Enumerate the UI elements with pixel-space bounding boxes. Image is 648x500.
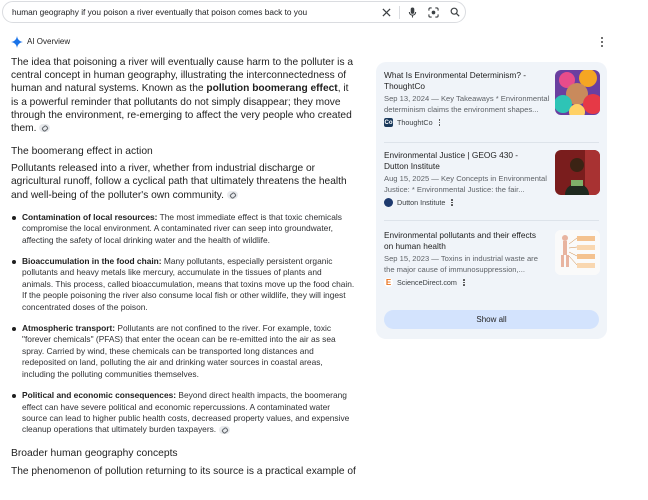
more-options-icon[interactable] (451, 199, 453, 206)
source-card[interactable] (384, 70, 600, 127)
concepts-paragraph: The phenomenon of pollution returning to its source is a practical example of (11, 465, 356, 477)
section-heading: The boomerang effect in action (11, 146, 153, 158)
list-item: Contamination of local resources: The most immediate effect is that toxic chemicals compromise the local environment. A contaminated river can seep into groundwater, affecting the safety of local drinking water and the health of wildlife. (22, 212, 355, 246)
source-snippet: Sep 13, 2024 — Key Takeaways * Environmental (384, 94, 549, 104)
show-all-button[interactable]: Show all (384, 310, 599, 329)
link-icon[interactable] (219, 426, 230, 434)
close-icon[interactable] (376, 2, 397, 22)
divider (384, 142, 599, 143)
link-icon[interactable] (227, 191, 238, 199)
dutton-favicon-icon (384, 198, 393, 207)
list-item: Bioaccumulation in the food chain: Many pollutants, especially persistent organic pollutants and heavy metals like mercury, accumulate in the tissues of plants and animals. This process, called bioaccumulation, means that toxins move up the food chain. If the people poisoning the river also consume local fish or other wildlife, they will ingest concentrated doses of the poison. (22, 256, 355, 313)
search-icon[interactable] (444, 2, 465, 22)
search-actions (376, 2, 465, 22)
source-title[interactable]: Environmental Justice | GEOG 430 - Dutton Institute (384, 150, 519, 171)
thoughtco-favicon-icon: Co (384, 119, 393, 126)
source-card[interactable] (384, 230, 600, 287)
more-options-icon[interactable] (598, 36, 606, 48)
section-heading: Broader human geography concepts (11, 447, 178, 459)
overview-title: AI Overview (27, 37, 71, 46)
source-thumbnail[interactable] (555, 70, 600, 115)
sparkle-icon (11, 36, 23, 48)
intro-paragraph: The idea that poisoning a river will eventually cause harm to the polluter is a central concept in human geography, illustrating the interconnectedness of human and natural systems. Known as the pollution boomerang effect, it is a powerful reminder that pollutants do not simply disappear; they move through the environment, re-emerging to affect the very people who created them. (11, 57, 354, 135)
source-snippet: the major cause of immunosuppression,... (384, 264, 525, 274)
source-title[interactable]: What Is Environmental Determinism? - ThoughtCo (384, 70, 527, 91)
link-icon[interactable] (39, 124, 50, 132)
search-input[interactable]: human geography if you poison a river eventually that poison comes back to you (12, 7, 308, 17)
source-name: ThoughtCo (397, 118, 433, 127)
source-snippet: Justice: * Environmental Justice: the fair... (384, 184, 525, 194)
divider (399, 6, 400, 19)
lens-icon[interactable] (423, 2, 444, 22)
source-title[interactable]: Environmental pollutants and their effects on human health (384, 230, 537, 251)
sciencedirect-favicon-icon: E (385, 278, 392, 287)
source-thumbnail[interactable] (555, 230, 600, 275)
source-name: ScienceDirect.com (397, 278, 457, 287)
more-options-icon[interactable] (463, 279, 465, 286)
source-site (384, 198, 600, 207)
boomerang-paragraph: Pollutants released into a river, whether from industrial discharge or agricultural runoff, follow a cyclical path that ultimately threatens the health and well-being of the polluter's own community. (11, 163, 347, 201)
source-snippet: Aug 15, 2025 — Key Concepts in Environmental (384, 174, 547, 184)
source-snippet: Sep 15, 2023 — Toxins in industrial waste are (384, 254, 538, 264)
source-thumbnail[interactable] (555, 150, 600, 195)
source-name: Dutton Institute (397, 198, 446, 207)
list-item: Political and economic consequences: Beyond direct health impacts, the boomerang effect can have severe political and economic repercussions. A contaminated water source can lead to higher public health costs, decreased property values, and expensive cleanup operations that ultimately burden taxpayers. (22, 390, 355, 436)
search-bar[interactable] (2, 1, 466, 23)
source-site (384, 278, 600, 287)
source-site (384, 118, 600, 127)
divider (384, 220, 599, 221)
list-item: Atmospheric transport: Pollutants are not confined to the river. For example, toxic "forever chemicals" (PFAS) that enter the ocean can be re-emitted into the air as sea spray. Carried by wind, these chemicals can be transported long distances and redeposited on land, polluting the air and drinking water sources in coastal areas, including the polluting communities themselves. (22, 323, 355, 380)
more-options-icon[interactable] (439, 119, 441, 126)
source-card[interactable] (384, 150, 600, 207)
mic-icon[interactable] (402, 2, 423, 22)
sources-panel (376, 62, 607, 339)
overview-body (11, 56, 355, 478)
source-snippet: determinism claims the environment shapes... (384, 104, 539, 114)
bullet-list (11, 212, 355, 436)
